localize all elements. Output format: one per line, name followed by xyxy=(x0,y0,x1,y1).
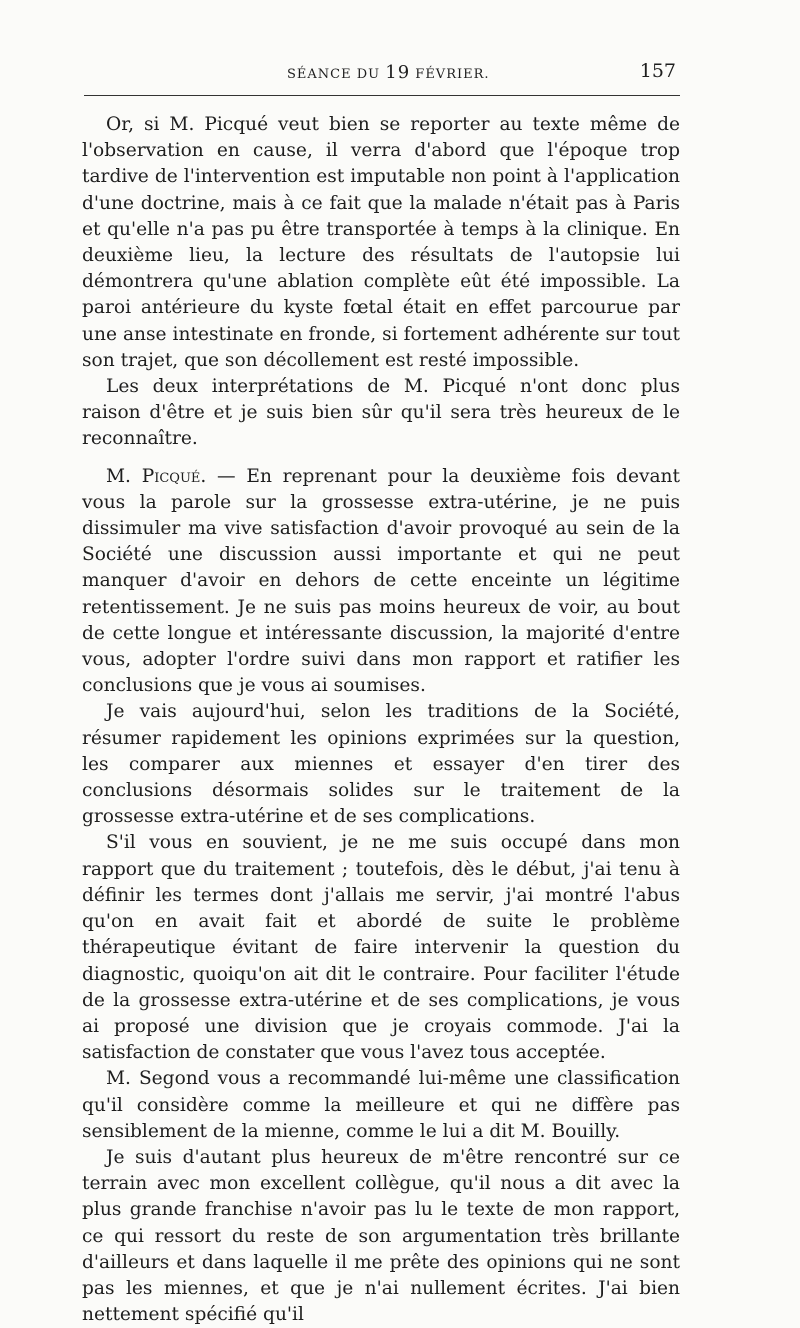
page-number: 157 xyxy=(639,60,676,82)
running-head xyxy=(287,62,490,83)
paragraph-3 xyxy=(82,464,680,700)
paragraph-4: Je vais aujourd'hui, selon les traditions de la Société, résumer rapidement les opinions exprimées sur la question, les comparer aux miennes et essayer d'en tirer des conclusions désormais solides sur le traitement de la grossesse extra-utérine et de ses complications. xyxy=(82,701,680,828)
header-rule xyxy=(84,95,680,96)
page-header xyxy=(82,58,678,88)
paragraph-3-text: — En reprenant pour la deuxième fois devant vous la parole sur la grossesse extra-utérine, je ne puis dissimuler ma vive satisfaction d'avoir provoqué au sein de la Société une discussion aussi importante et qui ne peut manquer d'avoir en dehors de cette enceinte un légitime retentissement. Je ne suis pas moins heureux de voir, au bout de cette longue et intéressante discussion, la majorité d'entre vous, adopter l'ordre suivi dans mon rapport et ratifier les conclusions que je vous ai soumises. xyxy=(82,465,680,697)
running-head-prefix: SÉANCE DU xyxy=(287,67,381,82)
speaker-name: M. Picqué. xyxy=(106,465,207,487)
paragraph-6: M. Segond vous a recommandé lui-même une classification qu'il considère comme la meilleure et qui ne diffère pas sensiblement de la mienne, comme le lui a dit M. Bouilly. xyxy=(82,1068,680,1142)
paragraph-1: Or, si M. Picqué veut bien se reporter au texte même de l'observation en cause, il verra d'abord que l'époque trop tardive de l'intervention est imputable non point à l'application d'une doctrine, mais à ce fait que la malade n'était pas à Paris et qu'elle n'a pas pu être transportée à temps à la clinique. En deuxième lieu, la lecture des résultats de l'autopsie lui démontrera qu'une ablation complète eût été impossible. La paroi antérieure du kyste fœtal était en effet parcourue par une anse intestinate en fronde, si fortement adhérente sur tout son trajet, que son décollement est resté impossible. xyxy=(82,114,680,371)
running-head-day: 19 xyxy=(385,62,411,83)
paragraph-2: Les deux interprétations de M. Picqué n'ont donc plus raison d'être et je suis bien sûr qu'il sera très heureux de le reconnaître. xyxy=(82,376,680,450)
body-text xyxy=(82,112,680,1328)
running-head-suffix: FÉVRIER. xyxy=(415,67,490,82)
paragraph-7: Je suis d'autant plus heureux de m'être rencontré sur ce terrain avec mon excellent collègue, qu'il nous a dit avec la plus grande franchise n'avoir pas lu le texte de mon rapport, ce qui ressort du reste de son argumentation très brillante d'ailleurs et dans laquelle il me prête des opinions qui ne sont pas les miennes, et que je n'ai nullement écrites. J'ai bien nettement spécifié qu'il xyxy=(82,1146,680,1326)
paragraph-5: S'il vous en souvient, je ne me suis occupé dans mon rapport que du traitement ; toutefois, dès le début, j'ai tenu à définir les termes dont j'allais me servir, j'ai montré l'abus qu'on en avait fait et abordé de suite le problème thérapeutique évitant de faire intervenir la question du diagnostic, quoiqu'on ait dit le contraire. Pour faciliter l'étude de la grossesse extra-utérine et de ses complications, je vous ai proposé une division que je croyais commode. J'ai la satisfaction de constater que vous l'avez tous acceptée. xyxy=(82,832,680,1064)
